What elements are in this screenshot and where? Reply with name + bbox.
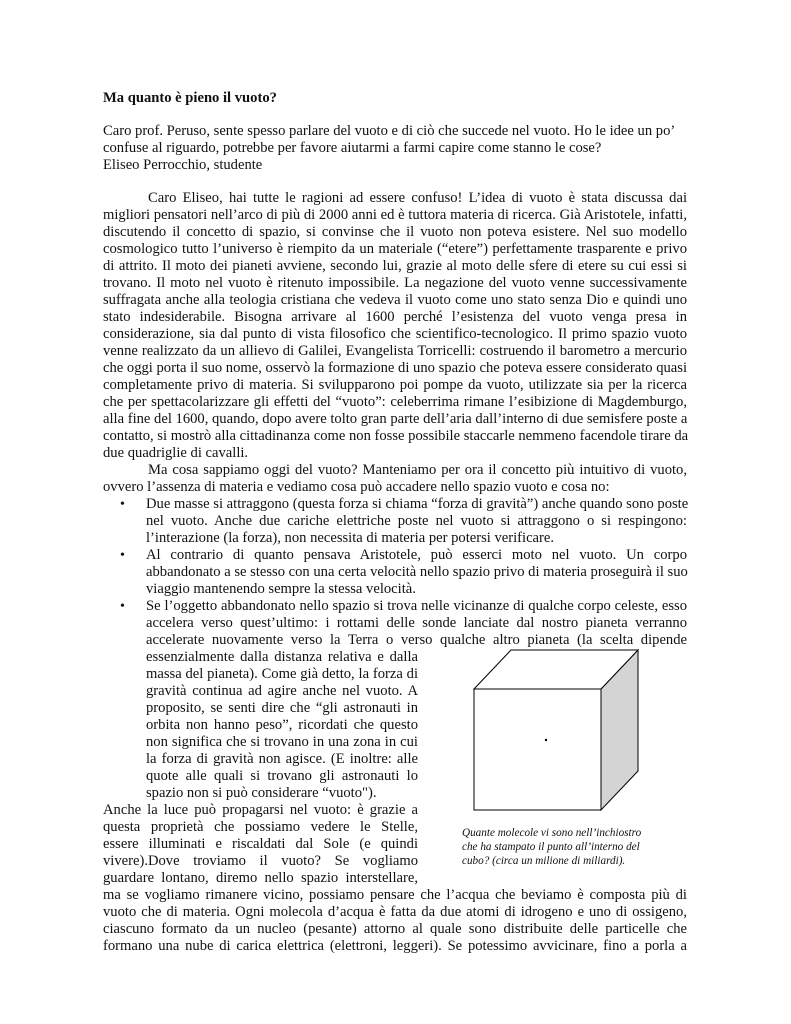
paragraph-line: completamente privo di materia. Si svilupparono poi pompe da vuoto, utilizzate sia per la ricerca xyxy=(103,377,687,393)
bullet-line: essenzialmente dalla distanza relativa e dalla xyxy=(146,649,418,665)
bullet-line: quote alle quali si trovano gli astronauti lo xyxy=(146,768,418,784)
letter-line: confuse al riguardo, potrebbe per favore aiutarmi a farmi capire come stanno le cose? xyxy=(103,140,602,156)
bullet-line: viaggio mantenendo sempre la stessa velocità. xyxy=(146,581,416,597)
paragraph-line: vivere).Dove troviamo il vuoto? Se vogliamo xyxy=(103,853,418,869)
paragraph-line: Caro Eliseo, hai tutte le ragioni ad essere confuso! L’idea di vuoto è stata discussa dai xyxy=(148,190,687,206)
paragraph-line: due quadriglie di cavalli. xyxy=(103,445,249,461)
figure-caption-line: cubo? (circa un milione di miliardi). xyxy=(462,855,626,867)
bullet-line: gravità continua ad agire anche nel vuoto. A xyxy=(146,683,418,699)
bullet-line: Se l’oggetto abbandonato nello spazio si trova nelle vicinanze di qualche corpo celeste, esso xyxy=(146,598,687,614)
bullet-line: proposito, se senti dire che “gli astronauti in xyxy=(146,700,418,716)
paragraph-line: che per spettacolarizzare gli effetti del “vuoto”: celeberrima rimane l’esibizione di Magdemburgo, xyxy=(103,394,687,410)
paragraph-line: ciascuno formato da un nucleo (pesante) attorno al quale sono distribuite delle particelle che xyxy=(103,921,687,937)
bullet-line: accelerate nuovamente verso la Terra o verso qualche altro pianeta (la scelta dipende xyxy=(146,632,687,648)
paragraph-line: formano una nube di carica elettrica (elettroni, leggeri). Se potessimo avvicinare, fino a porla a xyxy=(103,938,687,954)
paragraph-line: ma se vogliamo rimanere vicino, possiamo pensare che l’acqua che beviamo è composta più di xyxy=(103,887,687,903)
bullet-line: l’interazione (la forza), non necessita di materia per potersi verificare. xyxy=(146,530,555,546)
cube-figure xyxy=(470,644,642,818)
bullet-marker: • xyxy=(120,599,125,614)
paragraph-line: alla fine del 1600, quando, dopo avere tolto gran parte dell’aria dall’interno di due semisfere poste a xyxy=(103,411,688,427)
paragraph-line: che oggi porta il suo nome, osservò la formazione di uno spazio che poteva essere considerato quasi xyxy=(103,360,687,376)
bullet-line: nel vuoto. Anche due cariche elettriche poste nel vuoto si attraggono o si respingono: xyxy=(146,513,687,529)
bullet-line: Al contrario di quanto pensava Aristotele, può esserci moto nel vuoto. Un corpo xyxy=(146,547,687,563)
bullet-line: accelera verso quest’ultimo: i rottami delle sonde lanciate dal nostro pianeta verranno xyxy=(146,615,687,631)
paragraph-line: discutendo il concetto di spazio, si convinse che il vuoto non poteva esistere. Nel suo modello xyxy=(103,224,687,240)
figure-caption-line: Quante molecole vi sono nell’inchiostro xyxy=(462,827,642,839)
paragraph-line: stato indesiderabile. Bisogna arrivare al 1600 perché l’esistenza del vuoto venga presa in xyxy=(103,309,687,325)
paragraph-line: vuoto che di materia. Ogni molecola d’acqua è fatta da due atomi di idrogeno e uno di ossigeno, xyxy=(103,904,687,920)
paragraph-line: cosmologico tutto l’universo è riempito da un materiale (“etere”) perfettamente trasparente e privo xyxy=(103,241,687,257)
figure-caption-line: che ha stampato il punto all’interno del xyxy=(462,841,640,853)
letter-line: Caro prof. Peruso, sente spesso parlare del vuoto e di ciò che succede nel vuoto. Ho le idee un po’ xyxy=(103,123,676,139)
bullet-marker: • xyxy=(120,497,125,512)
letter-signature: Eliseo Perrocchio, studente xyxy=(103,157,263,173)
bullet-line: la forza di gravità non agisce. (E inoltre: alle xyxy=(146,751,418,767)
paragraph-line: essere illuminati e riscaldati dal Sole (e quindi xyxy=(103,836,418,852)
paragraph-line: ovvero l’assenza di materia e vediamo cosa può accadere nello spazio vuoto e cosa no: xyxy=(103,479,610,495)
paragraph-line: venne realizzato da un allievo di Galilei, Evangelista Torricelli: costruendo il barometro a mercurio xyxy=(103,343,687,359)
paragraph-line: migliori pensatori nell’arco di più di 2000 anni ed è tuttora materia di ricerca. Già Aristotele, infatti, xyxy=(103,207,687,223)
bullet-line: Due masse si attraggono (questa forza si chiama “forza di gravità”) anche quando sono poste xyxy=(146,496,689,512)
paragraph-line: Ma cosa sappiamo oggi del vuoto? Manteniamo per ora il concetto più intuitivo di vuoto, xyxy=(148,462,687,478)
bullet-line: orbita non hanno peso”, ricordati che questo xyxy=(146,717,418,733)
bullet-marker: • xyxy=(120,548,125,563)
bullet-line: abbandonato a se stesso con una certa velocità nello spazio privo di materia proseguirà il suo xyxy=(146,564,688,580)
bullet-line: spazio non si può considerare “vuoto"). xyxy=(146,785,377,801)
paragraph-line: considerazione, sia dal punto di vista filosofico che scientifico-tecnologico. Il primo spazio vuoto xyxy=(103,326,687,342)
document-title: Ma quanto è pieno il vuoto? xyxy=(103,90,277,106)
paragraph-line: trovano. Il moto nel vuoto è ritenuto impossibile. La negazione del vuoto venne successivamente xyxy=(103,275,687,291)
paragraph-line: contatto, si mostrò alla cittadinanza come non fosse possibile staccarle nemmeno facendole tirare da xyxy=(103,428,689,444)
paragraph-line: suffragata anche alla teologia cristiana che vedeva il vuoto come uno stato senza Dio e quindi uno xyxy=(103,292,687,308)
paragraph-line: guardare lontano, diremo nello spazio interstellare, xyxy=(103,870,418,886)
bullet-line: massa del pianeta). Come già detto, la forza di xyxy=(146,666,418,682)
bullet-line: non significa che si trovano in una zona in cui xyxy=(146,734,418,750)
paragraph-line: questa proprietà che possiamo vedere le Stelle, xyxy=(103,819,418,835)
paragraph-line: di attrito. Il moto dei pianeti avviene, secondo lui, grazie al moto delle sfere di etere su cui essi si xyxy=(103,258,687,274)
cube-front-face xyxy=(474,689,601,810)
paragraph-line: Anche la luce può propagarsi nel vuoto: è grazie a xyxy=(103,802,418,818)
ink-dot xyxy=(545,739,547,741)
